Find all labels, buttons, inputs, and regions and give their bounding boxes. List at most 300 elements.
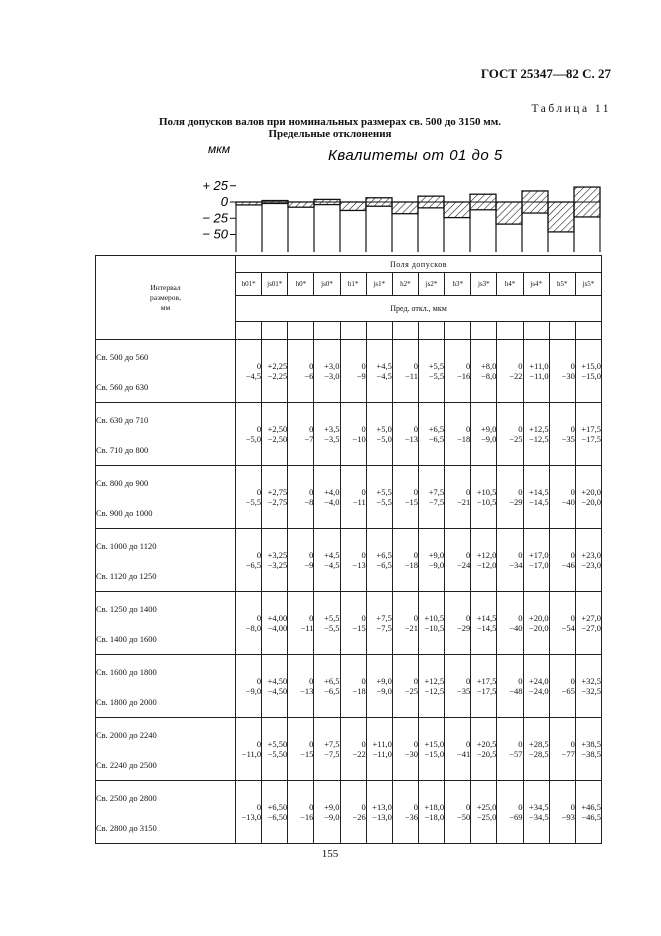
- field-bar-js: [522, 191, 548, 252]
- lower-deviation: −48: [509, 686, 523, 696]
- deviation-cell: [471, 718, 497, 781]
- upper-deviation: 0: [413, 487, 418, 497]
- interval-label: Св. 1000 до 1120: [96, 541, 157, 551]
- field-bar-h: [288, 202, 314, 252]
- interval-label: Св. 1250 до 1400: [96, 604, 157, 614]
- deviation-cell: [445, 781, 471, 844]
- upper-deviation: +2,75: [267, 487, 288, 497]
- deviation-cell: [471, 781, 497, 844]
- lower-deviation: −21: [404, 623, 418, 633]
- tolerance-zone: [314, 199, 340, 204]
- field-code-header: h4*: [497, 273, 523, 296]
- upper-deviation: +27,0: [581, 613, 602, 623]
- upper-deviation: +6,5: [428, 424, 445, 434]
- deviation-cell: [262, 340, 288, 403]
- upper-deviation: +13,0: [372, 802, 392, 812]
- lower-deviation: −5,5: [245, 497, 262, 507]
- deviation-cell: [497, 340, 523, 403]
- interval-cell: [96, 340, 236, 403]
- deviation-cell: [523, 403, 549, 466]
- upper-deviation: +7,5: [428, 487, 445, 497]
- lower-deviation: −41: [456, 749, 471, 759]
- y-tick-label: + 25: [202, 177, 228, 193]
- deviation-cell: [575, 718, 601, 781]
- deviation-cell: [392, 529, 418, 592]
- upper-deviation: 0: [256, 550, 262, 560]
- deviation-cell: [236, 655, 262, 718]
- deviation-cell: [471, 592, 497, 655]
- deviation-cell: [236, 403, 262, 466]
- lower-deviation: −7,5: [376, 623, 392, 633]
- spacer-cell: [549, 322, 575, 340]
- lower-deviation: −4,5: [376, 371, 392, 381]
- deviation-cell: [392, 655, 418, 718]
- y-tick-label: 0: [220, 194, 228, 209]
- upper-deviation: 0: [413, 739, 418, 749]
- interval-label: Св. 1400 до 1600: [96, 634, 157, 644]
- field-bar-h: [340, 202, 366, 252]
- lower-deviation: −4,0: [324, 497, 340, 507]
- upper-deviation: 0: [256, 802, 262, 812]
- field-code-header: js3*: [471, 273, 497, 296]
- deviation-cell: [314, 466, 340, 529]
- lower-deviation: −18: [456, 434, 471, 444]
- table-row: [96, 529, 602, 592]
- deviation-cell: [288, 340, 314, 403]
- table-row: [96, 718, 602, 781]
- lower-deviation: −5,5: [324, 623, 340, 633]
- lower-deviation: −12,5: [529, 434, 549, 444]
- lower-deviation: −35: [561, 434, 575, 444]
- lower-deviation: −9: [356, 371, 366, 381]
- deviation-cell: [549, 592, 575, 655]
- upper-deviation: +4,5: [324, 550, 340, 560]
- deviation-cell: [497, 403, 523, 466]
- upper-deviation: 0: [466, 487, 471, 497]
- lower-deviation: −24,0: [529, 686, 549, 696]
- interval-header-line: мм: [160, 302, 171, 312]
- upper-deviation: 0: [570, 613, 575, 623]
- lower-deviation: −12,0: [476, 560, 497, 570]
- upper-deviation: 0: [413, 613, 418, 623]
- upper-deviation: +17,5: [476, 676, 497, 686]
- tolerance-zone: [392, 202, 418, 214]
- spacer-cell: [523, 322, 549, 340]
- upper-deviation: 0: [466, 739, 471, 749]
- upper-deviation: +23,0: [581, 550, 602, 560]
- field-bar-js: [366, 198, 392, 252]
- deviation-cell: [262, 529, 288, 592]
- lower-deviation: −5,5: [376, 497, 392, 507]
- deviation-units-header: Пред. откл., мкм: [236, 296, 602, 322]
- upper-deviation: 0: [413, 550, 418, 560]
- tolerance-chart: [0, 0, 661, 260]
- lower-deviation: −11,0: [241, 749, 262, 759]
- upper-deviation: +12,5: [424, 676, 445, 686]
- interval-label: Св. 710 до 800: [96, 445, 149, 455]
- chart-unit-label: мкм: [208, 142, 231, 156]
- interval-label: Св. 1600 до 1800: [96, 667, 157, 677]
- upper-deviation: 0: [361, 424, 366, 434]
- lower-deviation: −46: [561, 560, 575, 570]
- deviation-cell: [575, 340, 601, 403]
- interval-label: Св. 2240 до 2500: [96, 760, 157, 770]
- lower-deviation: −18: [404, 560, 418, 570]
- deviation-cell: [575, 781, 601, 844]
- spacer-cell: [262, 322, 288, 340]
- deviation-cell: [497, 466, 523, 529]
- deviation-cell: [575, 466, 601, 529]
- deviation-cell: [471, 655, 497, 718]
- lower-deviation: −13,0: [241, 812, 262, 822]
- spacer-cell: [314, 322, 340, 340]
- upper-deviation: +8,0: [480, 361, 497, 371]
- upper-deviation: +14,5: [529, 487, 549, 497]
- field-bar-js: [262, 201, 288, 252]
- lower-deviation: −11,0: [529, 371, 549, 381]
- lower-deviation: −25: [404, 686, 418, 696]
- lower-deviation: −10,5: [424, 623, 445, 633]
- lower-deviation: −29: [456, 623, 471, 633]
- upper-deviation: +15,0: [581, 361, 602, 371]
- field-code-header: h5*: [549, 273, 575, 296]
- upper-deviation: 0: [413, 676, 418, 686]
- deviation-cell: [262, 718, 288, 781]
- upper-deviation: +11,0: [529, 361, 549, 371]
- deviation-cell: [366, 655, 392, 718]
- upper-deviation: +3,5: [324, 424, 340, 434]
- field-code-header: h1*: [340, 273, 366, 296]
- upper-deviation: 0: [466, 424, 471, 434]
- lower-deviation: −36: [404, 812, 418, 822]
- lower-deviation: −9,0: [245, 686, 262, 696]
- lower-deviation: −9,0: [376, 686, 392, 696]
- deviation-cell: [418, 781, 444, 844]
- deviation-cell: [262, 466, 288, 529]
- tolerance-zone: [496, 202, 522, 224]
- table-row: [96, 781, 602, 844]
- upper-deviation: 0: [570, 550, 575, 560]
- lower-deviation: −10: [352, 434, 366, 444]
- deviation-cell: [262, 403, 288, 466]
- upper-deviation: 0: [466, 550, 471, 560]
- spacer-cell: [497, 322, 523, 340]
- deviation-cell: [392, 781, 418, 844]
- deviation-cell: [392, 466, 418, 529]
- upper-deviation: +12,5: [529, 424, 549, 434]
- lower-deviation: −9: [304, 560, 314, 570]
- lower-deviation: −4,00: [267, 623, 288, 633]
- deviation-cell: [392, 403, 418, 466]
- lower-deviation: −29: [509, 497, 523, 507]
- tolerance-zone: [236, 202, 262, 205]
- lower-deviation: −22: [352, 749, 366, 759]
- lower-deviation: −77: [561, 749, 575, 759]
- interval-label: Св. 2000 до 2240: [96, 730, 157, 740]
- upper-deviation: +3,0: [324, 361, 340, 371]
- field-bar-js: [470, 194, 496, 252]
- lower-deviation: −20,0: [529, 623, 549, 633]
- interval-label: Св. 1800 до 2000: [96, 697, 157, 707]
- upper-deviation: 0: [413, 802, 418, 812]
- tolerance-zone: [470, 194, 496, 210]
- lower-deviation: −6,5: [324, 686, 340, 696]
- field-bar-h: [392, 202, 418, 252]
- lower-deviation: −9,0: [324, 812, 340, 822]
- upper-deviation: 0: [361, 676, 366, 686]
- deviation-cell: [314, 718, 340, 781]
- interval-label: Св. 630 до 710: [96, 415, 149, 425]
- upper-deviation: 0: [256, 424, 262, 434]
- deviation-cell: [523, 529, 549, 592]
- deviation-cell: [445, 718, 471, 781]
- spacer-cell: [288, 322, 314, 340]
- upper-deviation: 0: [570, 739, 575, 749]
- deviation-cell: [497, 718, 523, 781]
- interval-header-line: размеров,: [150, 292, 181, 302]
- lower-deviation: −8,0: [245, 623, 262, 633]
- upper-deviation: +3,25: [267, 550, 288, 560]
- deviation-cell: [575, 529, 601, 592]
- upper-deviation: 0: [256, 739, 262, 749]
- deviation-cell: [366, 529, 392, 592]
- lower-deviation: −22: [509, 371, 523, 381]
- deviation-cell: [340, 718, 366, 781]
- lower-deviation: −8,0: [480, 371, 497, 381]
- upper-deviation: 0: [309, 676, 314, 686]
- deviation-cell: [445, 340, 471, 403]
- deviation-cell: [418, 592, 444, 655]
- table-title: Поля допусков валов при номинальных размерах св. 500 до 3150 мм.: [158, 116, 502, 128]
- deviation-cell: [366, 466, 392, 529]
- upper-deviation: +5,5: [428, 361, 445, 371]
- upper-deviation: 0: [518, 739, 523, 749]
- deviation-cell: [340, 529, 366, 592]
- upper-deviation: 0: [361, 361, 366, 371]
- deviation-cell: [366, 592, 392, 655]
- y-tick-label: − 25: [202, 210, 228, 226]
- deviation-cell: [418, 718, 444, 781]
- field-bar-h: [496, 202, 522, 252]
- deviation-cell: [523, 466, 549, 529]
- deviation-cell: [392, 340, 418, 403]
- upper-deviation: 0: [361, 739, 366, 749]
- deviation-cell: [236, 529, 262, 592]
- chart-fields: [236, 187, 600, 252]
- upper-deviation: 0: [518, 613, 523, 623]
- deviation-cell: [523, 655, 549, 718]
- deviation-cell: [471, 403, 497, 466]
- upper-deviation: +14,5: [476, 613, 497, 623]
- deviation-cell: [340, 340, 366, 403]
- deviation-cell: [523, 592, 549, 655]
- upper-deviation: 0: [309, 424, 314, 434]
- deviation-cell: [340, 592, 366, 655]
- lower-deviation: −3,0: [324, 371, 340, 381]
- upper-deviation: +4,5: [376, 361, 392, 371]
- upper-deviation: +25,0: [476, 802, 497, 812]
- deviation-cell: [236, 592, 262, 655]
- upper-deviation: +10,5: [424, 613, 445, 623]
- lower-deviation: −54: [561, 623, 575, 633]
- lower-deviation: −46,5: [581, 812, 602, 822]
- upper-deviation: +2,50: [267, 424, 288, 434]
- upper-deviation: 0: [361, 550, 366, 560]
- lower-deviation: −11: [405, 371, 418, 381]
- deviation-cell: [340, 403, 366, 466]
- upper-deviation: 0: [518, 424, 523, 434]
- lower-deviation: −40: [509, 623, 523, 633]
- spacer-cell: [445, 322, 471, 340]
- interval-cell: [96, 718, 236, 781]
- upper-deviation: +11,0: [372, 739, 392, 749]
- upper-deviation: 0: [256, 487, 262, 497]
- deviation-cell: [497, 529, 523, 592]
- upper-deviation: 0: [518, 676, 523, 686]
- interval-cell: [96, 529, 236, 592]
- upper-deviation: 0: [570, 676, 575, 686]
- lower-deviation: −2,25: [267, 371, 288, 381]
- lower-deviation: −16: [456, 371, 471, 381]
- deviation-cell: [288, 403, 314, 466]
- deviation-cell: [575, 403, 601, 466]
- lower-deviation: −11,0: [372, 749, 392, 759]
- upper-deviation: +20,5: [476, 739, 497, 749]
- lower-deviation: −34,5: [529, 812, 549, 822]
- lower-deviation: −9,0: [480, 434, 497, 444]
- lower-deviation: −14,5: [529, 497, 549, 507]
- deviation-cell: [340, 655, 366, 718]
- spacer-cell: [471, 322, 497, 340]
- interval-cell: [96, 403, 236, 466]
- table-row: [96, 466, 602, 529]
- lower-deviation: −12,5: [424, 686, 445, 696]
- upper-deviation: +4,00: [267, 613, 288, 623]
- interval-cell: [96, 466, 236, 529]
- lower-deviation: −65: [561, 686, 575, 696]
- field-code-header: js1*: [366, 273, 392, 296]
- lower-deviation: −5,5: [428, 371, 445, 381]
- field-code-header: h3*: [445, 273, 471, 296]
- deviation-cell: [575, 655, 601, 718]
- lower-deviation: −4,5: [245, 371, 262, 381]
- spacer-cell: [418, 322, 444, 340]
- lower-deviation: −11: [352, 497, 366, 507]
- upper-deviation: 0: [518, 802, 523, 812]
- spacer-cell: [340, 322, 366, 340]
- upper-deviation: +2,25: [267, 361, 288, 371]
- tolerance-zone: [262, 201, 288, 204]
- deviation-cell: [549, 655, 575, 718]
- upper-deviation: 0: [570, 487, 575, 497]
- deviation-cell: [497, 592, 523, 655]
- lower-deviation: −14,5: [476, 623, 497, 633]
- lower-deviation: −32,5: [581, 686, 602, 696]
- tolerance-zone: [366, 198, 392, 206]
- lower-deviation: −2,50: [267, 434, 288, 444]
- deviation-cell: [445, 403, 471, 466]
- upper-deviation: +9,0: [324, 802, 340, 812]
- interval-label: Св. 2500 до 2800: [96, 793, 157, 803]
- deviation-cell: [575, 592, 601, 655]
- lower-deviation: −7,5: [428, 497, 445, 507]
- deviation-cell: [418, 466, 444, 529]
- field-code-header: h01*: [236, 273, 262, 296]
- upper-deviation: +7,5: [324, 739, 340, 749]
- deviation-cell: [418, 529, 444, 592]
- lower-deviation: −16: [300, 812, 314, 822]
- lower-deviation: −57: [509, 749, 523, 759]
- tolerance-zone: [418, 196, 444, 208]
- deviation-cell: [497, 655, 523, 718]
- lower-deviation: −3,5: [324, 434, 340, 444]
- upper-deviation: +5,0: [376, 424, 392, 434]
- deviation-cell: [445, 655, 471, 718]
- field-bar-h: [444, 202, 470, 252]
- spacer-cell: [366, 322, 392, 340]
- field-code-header: js01*: [262, 273, 288, 296]
- lower-deviation: −7: [304, 434, 314, 444]
- deviation-cell: [392, 718, 418, 781]
- upper-deviation: 0: [361, 613, 366, 623]
- field-bar-js: [314, 199, 340, 252]
- interval-label: Св. 2800 до 3150: [96, 823, 157, 833]
- lower-deviation: −4,50: [267, 686, 288, 696]
- deviation-cell: [314, 781, 340, 844]
- deviation-cell: [445, 592, 471, 655]
- tolerance-zone: [444, 202, 470, 218]
- lower-deviation: −13: [404, 434, 418, 444]
- upper-deviation: 0: [518, 550, 523, 560]
- deviation-cell: [549, 718, 575, 781]
- upper-deviation: +20,0: [581, 487, 602, 497]
- upper-deviation: 0: [256, 676, 262, 686]
- chart-heading: Квалитеты от 01 до 5: [328, 147, 503, 164]
- upper-deviation: 0: [309, 487, 314, 497]
- tolerance-fields-header: Поля допусков: [236, 256, 602, 273]
- lower-deviation: −5,0: [245, 434, 262, 444]
- deviation-cell: [392, 592, 418, 655]
- lower-deviation: −15,0: [424, 749, 445, 759]
- upper-deviation: 0: [466, 613, 471, 623]
- upper-deviation: 0: [413, 424, 418, 434]
- upper-deviation: +32,5: [581, 676, 602, 686]
- lower-deviation: −25: [509, 434, 523, 444]
- upper-deviation: 0: [518, 487, 523, 497]
- interval-header-line: Интервал: [150, 282, 181, 292]
- upper-deviation: +20,0: [529, 613, 549, 623]
- spacer-cell: [392, 322, 418, 340]
- lower-deviation: −5,0: [376, 434, 392, 444]
- upper-deviation: 0: [361, 802, 366, 812]
- upper-deviation: 0: [256, 613, 262, 623]
- lower-deviation: −15: [404, 497, 418, 507]
- upper-deviation: +9,0: [428, 550, 445, 560]
- lower-deviation: −17,0: [529, 560, 549, 570]
- lower-deviation: −4,5: [324, 560, 340, 570]
- lower-deviation: −23,0: [581, 560, 602, 570]
- upper-deviation: +5,50: [267, 739, 288, 749]
- deviation-cell: [262, 781, 288, 844]
- deviation-cell: [262, 655, 288, 718]
- lower-deviation: −35: [456, 686, 471, 696]
- upper-deviation: +4,50: [267, 676, 288, 686]
- lower-deviation: −93: [561, 812, 575, 822]
- deviation-cell: [314, 340, 340, 403]
- interval-label: Св. 1120 до 1250: [96, 571, 157, 581]
- deviation-cell: [288, 655, 314, 718]
- upper-deviation: +34,5: [529, 802, 549, 812]
